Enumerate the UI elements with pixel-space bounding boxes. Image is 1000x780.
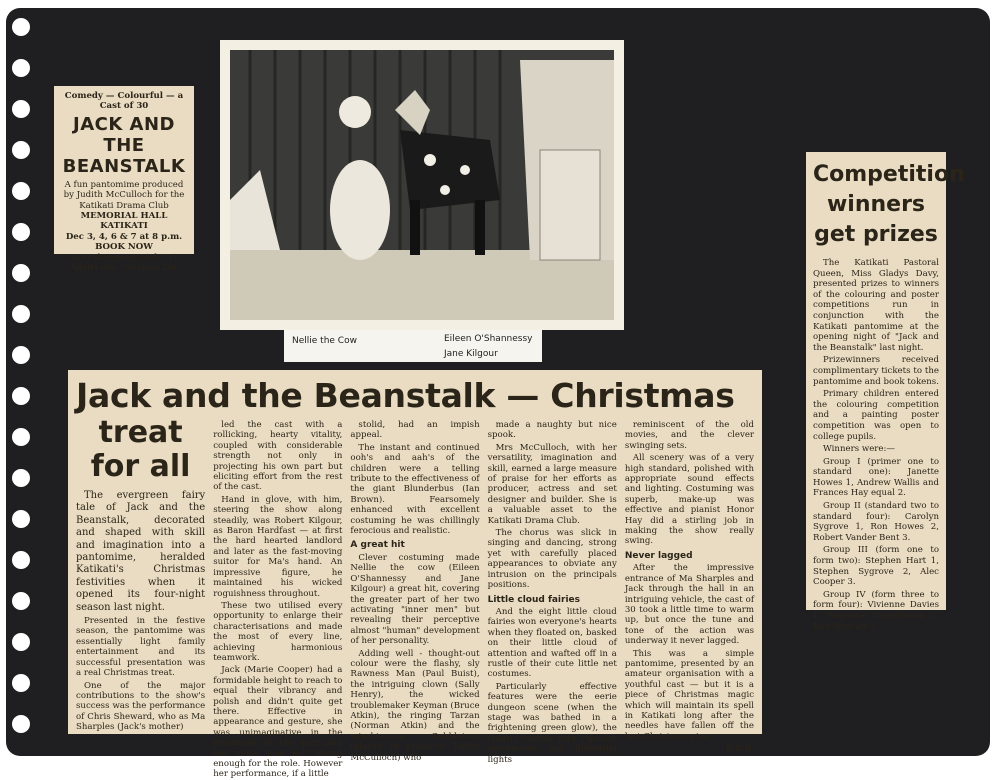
article-paragraph: Mrs McCulloch, with her versatility, imagination and skill, earned a large measure of praise for her efforts as producer, actress and set designer and builder. She is a valuable asset to the Katikati Drama Club. — [487, 442, 617, 526]
binder-hole — [12, 428, 30, 446]
article-paragraph: The instant and continued ooh's and aah's of the children were a telling tribute to the effectiveness of the giant Blunderbus (Ian Brown). Fearsomely enhanced with excellent costuming he was chillingly ferocious and realistic. — [350, 442, 480, 537]
article-paragraph: made a naughty but nice spook. — [487, 420, 617, 441]
competition-headline-line: get prizes — [814, 222, 938, 247]
binder-hole — [12, 674, 30, 692]
competition-headline — [813, 160, 965, 250]
advert-venue-town: KATIKATI — [100, 221, 148, 232]
advert-title-line: JACK AND — [73, 113, 175, 135]
article-paragraph: reminiscent of the old movies, and the clever swinging sets. — [624, 420, 755, 451]
caption-actor-1: Eileen O'Shannessy — [444, 334, 533, 344]
article-subhead-line: treat — [98, 415, 183, 450]
competition-paragraph: Primary children entered the colouring competition and a painting poster competition was open to college pupils. — [813, 389, 939, 442]
article-paragraph: After the impressive entrance of Ma Sharples and Jack through the hall in an intriguing vehicle, the cast of 30 took a little time to warm up, but once the tune and tone of the action was underway it never lagged. — [624, 563, 755, 647]
advert-dates: Dec 3, 4, 6 & 7 at 8 p.m. — [65, 231, 183, 242]
competition-paragraph: Group II (standard two to standard four): Carolyn Sygrove 1, Ron Howes 2, Robert Vander Bent 3. — [813, 501, 939, 543]
article-column — [76, 415, 206, 733]
binder-hole — [12, 715, 30, 733]
binder-hole — [12, 510, 30, 528]
competition-headline-line: winners — [826, 192, 926, 217]
binder-hole — [12, 592, 30, 610]
advert-title — [60, 114, 188, 177]
stage-scene-image — [230, 50, 614, 320]
article-column — [624, 420, 755, 755]
article-signoff: B.N.D. — [725, 744, 755, 755]
binder-holes — [12, 18, 32, 748]
article-crosshead: A great hit — [350, 540, 405, 551]
article-paragraph: Presented in the festive season, the pantomime was essentially light family entertainment and its successful presentation was a real Christmas treat. — [76, 616, 206, 679]
article-paragraph: Hand in glove, with him, steering the show along steadily, was Robert Kilgour, as Baron Hardfast — at first the hard hearted landlord and later as the fast-moving suitor for Ma's hand. An impressive figure, he maintained his wicked roguishness throughout. — [213, 494, 343, 599]
article-lede: The evergreen fairy tale of Jack and the Beanstalk, decorated and shaped with skill and imagination into a pantomime, heralded Katikati's Christmas festivities when it opened its four-night season last night. — [76, 490, 206, 613]
article-paragraph: Clever costuming made Nellie the cow (Eileen O'Shannessy and Jane Kilgour) a great hit, covering the greater part of her two activating "inner men" but revealing their perceptive almost "human" development of her personality. — [350, 552, 480, 647]
advert-prices: Adults 60c: Children 20c — [69, 263, 179, 274]
competition-paragraph: Group I (primer one to standard one): Janette Howes 1, Andrew Wallis and Frances Hay equal 2. — [813, 456, 939, 499]
article-paragraph: These two utilised every opportunity to enlarge their characterisations and made the most of every line, achieving harmonious teamwork. — [213, 600, 343, 663]
competition-paragraph: Winners were:— — [823, 444, 895, 455]
article-paragraph: This was a simple pantomime, presented by an amateur organisation with a youthful cast — but it is a piece of Christmas magic which will maintain its spell in Katikati long after the needles have fallen off the last Christmas pine. — [624, 648, 755, 742]
advert-tagline: Comedy — Colourful — a Cast of 30 — [64, 91, 184, 112]
advert-booking: at O'Shannessys (Ph 72) — [71, 252, 177, 263]
competition-clipping — [806, 152, 965, 632]
caption-actor-2: Jane Kilgour — [444, 349, 498, 359]
binder-hole — [12, 18, 30, 36]
article-headline: Jack and the Beanstalk — Christmas — [76, 376, 735, 415]
advert-description: A fun pantomime produced by Judith McCulloch for the Katikati Drama Club — [63, 179, 185, 211]
advert-book-now: BOOK NOW — [95, 242, 153, 253]
caption-character: Nellie the Cow — [292, 336, 357, 346]
article-column — [213, 420, 343, 780]
article-paragraph: All scenery was of a very high standard, polished with appropriate sound effects and lighting. Costuming was superb, make-up was effective and pianist Honor Hay did a stirling job in making the show really swing. — [624, 453, 755, 547]
stage-photograph — [220, 40, 624, 330]
binder-hole — [12, 223, 30, 241]
article-paragraph: stolid, had an impish appeal. — [350, 420, 480, 441]
advert-venue: MEMORIAL HALL — [80, 211, 168, 222]
binder-hole — [12, 305, 30, 323]
article-paragraph: One of the major contributions to the show's success was the performance of Chris Sheward, who as Ma Sharples (Jack's mother) — [76, 680, 206, 733]
binder-hole — [12, 100, 30, 118]
binder-hole — [12, 387, 30, 405]
article-paragraph: Jack (Marie Cooper) had a formidable height to reach to equal their vibrancy and polish and didn't quite get there. Effective in appearance and gesture, she was unimaginative in the treatment of her part and her voice was not strong enough for the role. However her performance, if a little — [213, 665, 343, 780]
article-columns — [76, 415, 755, 780]
competition-paragraph: Group III (form one to form two): Stephen Hart 1, Stephen Sygrove 2, Alec Cooper 3. — [813, 545, 939, 588]
article-paragraph: And the eight little cloud fairies won everyone's hearts when they floated on, basked on their little cloud of attention and wafted off in a rustle of their cute little net costumes. — [487, 606, 617, 680]
article-subhead — [76, 416, 205, 484]
article-crosshead: Little cloud fairies — [487, 594, 580, 605]
article-column — [350, 420, 480, 763]
binder-hole — [12, 182, 30, 200]
binder-hole — [12, 551, 30, 569]
competition-paragraph: Group IV (form three to form four): Vivienne Davies 1, Roganne Diggelmann 2, Ron Metcalt 3. — [813, 589, 939, 632]
binder-hole — [12, 469, 30, 487]
review-article-clipping — [68, 370, 762, 780]
competition-paragraph: Prizewinners received complimentary tickets to the pantomime and book tokens. — [813, 355, 939, 387]
article-paragraph: led the cast with a rollicking, hearty vitality, coupled with considerable strength not only in projecting his own part but eliciting effort from the rest of the cast. — [213, 420, 343, 493]
binder-hole — [12, 141, 30, 159]
article-crosshead: Never lagged — [624, 550, 693, 561]
advert-title-line: THE BEANSTALK — [62, 134, 186, 177]
binder-hole — [12, 264, 30, 282]
article-subhead-line: for all — [90, 449, 191, 484]
pantomime-advert-clipping — [54, 86, 194, 274]
article-column — [487, 420, 617, 765]
binder-hole — [12, 633, 30, 651]
photo-caption — [284, 330, 542, 362]
competition-paragraph: The Katikati Pastoral Queen, Miss Gladys Davy, presented prizes to winners of the colouring and poster competitions run in conjunction with the Katikati pantomime at the opening night of "Jack and the Beanstalk" last night. — [813, 258, 939, 353]
article-paragraph: The chorus was slick in singing and dancing, strong yet with carefully placed appearances to obviate any intrusion on the principals positions. — [487, 528, 617, 591]
binder-hole — [12, 346, 30, 364]
binder-hole — [12, 59, 30, 77]
article-paragraph: Adding well - thought-out colour were the flashy, sly Rawness Man (Paul Buist), the intriguing clown (Sally Henry), the wicked troublemaker Keyman (Bruce Atkin), the ringing Tarzan (Norman Atkin) and the mischievous Gobbletroc (played by producer Judith McCulloch) who — [350, 648, 480, 763]
competition-headline-line: Competition — [813, 162, 965, 187]
article-paragraph: Particularly effective features were the eerie dungeon scene (when the stage was bathed in a frightening green glow), the chorus routine with staccato movements and flickering lights — [487, 681, 617, 765]
